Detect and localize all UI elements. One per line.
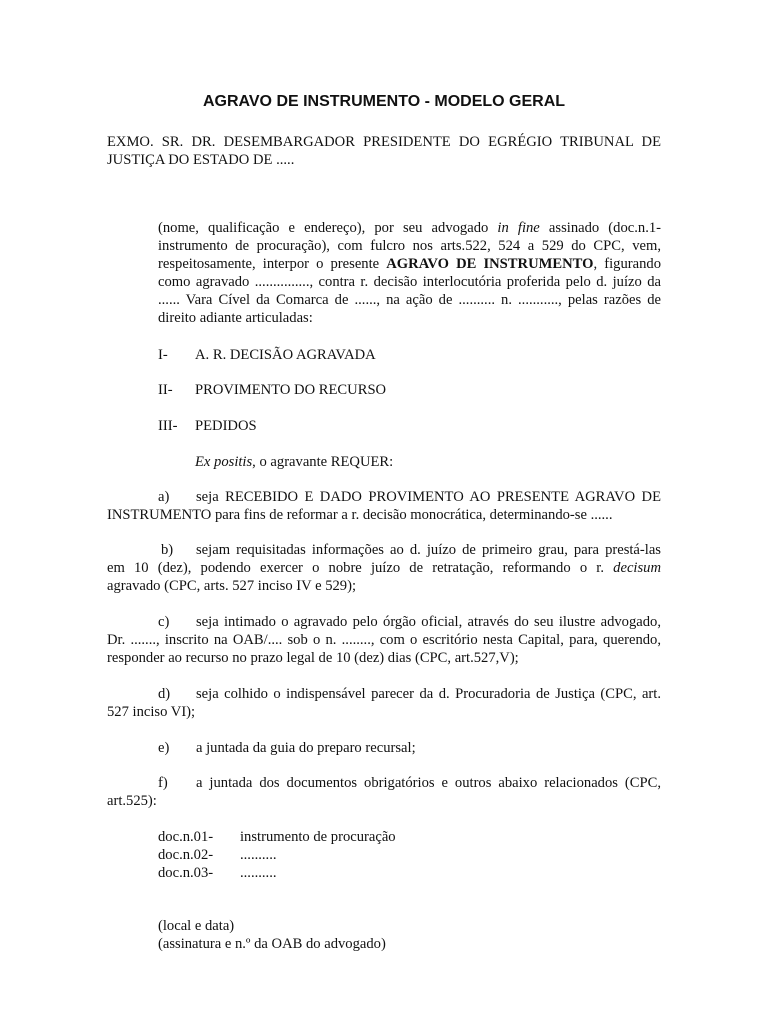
item-line: c) seja intimado o agravado pelo órgão oficial, através do seu ilustre advogado, [107, 613, 661, 631]
item-letter: b) [161, 542, 174, 558]
intro-line: como agravado ..............., contra r. decisão interlocutória proferida pelo d. juízo da [158, 274, 661, 290]
item-line: a) seja RECEBIDO E DADO PROVIMENTO AO PRESENTE AGRAVO DE [107, 488, 661, 506]
item-letter: c) [158, 614, 170, 630]
request-item-c [107, 613, 661, 667]
doc-description: .......... [240, 847, 277, 863]
item-line: agravado (CPC, arts. 527 inciso IV e 529); [107, 578, 356, 594]
addressee [107, 133, 661, 169]
item-line: art.525): [107, 793, 157, 809]
item-line: d) seja colhido o indispensável parecer da d. Procuradoria de Justiça (CPC, art. [107, 685, 661, 703]
section-number: III- [158, 418, 178, 434]
item-line: 527 inciso VI); [107, 704, 196, 720]
item-line: Dr. ......., inscrito na OAB/.... sob o n. ........, com o escritório nesta Capital, para, querendo, [107, 632, 661, 648]
doc-id: doc.n.03- [158, 865, 214, 881]
section-label: PEDIDOS [195, 418, 257, 434]
section-label: PROVIMENTO DO RECURSO [195, 382, 387, 398]
request-item-d [107, 685, 661, 721]
requer-line: Ex positis, o agravante REQUER: [195, 454, 394, 470]
item-line: responder ao recurso no prazo legal de 10 (dez) dias (CPC, art.527,V); [107, 650, 519, 666]
doc-id: doc.n.02- [158, 847, 214, 863]
item-letter: e) [158, 740, 170, 756]
doc-id: doc.n.01- [158, 829, 214, 845]
section-number: I- [158, 347, 168, 363]
place-date: (local e data) [158, 918, 235, 934]
intro-line: direito adiante articuladas: [158, 310, 313, 326]
section-number: II- [158, 382, 173, 398]
intro-paragraph [158, 219, 661, 327]
item-line: f) a juntada dos documentos obrigatórios e outros abaixo relacionados (CPC, [107, 774, 661, 792]
request-item-f [107, 774, 661, 810]
section-label: A. R. DECISÃO AGRAVADA [195, 347, 376, 363]
item-letter: a) [158, 489, 170, 505]
document-title: AGRAVO DE INSTRUMENTO - MODELO GERAL [202, 93, 566, 110]
doc-description: .......... [240, 865, 277, 881]
intro-line: respeitosamente, interpor o presente AGRAVO DE INSTRUMENTO, figurando [158, 256, 661, 272]
request-item-b [107, 541, 661, 595]
item-line: a juntada da guia do preparo recursal; [196, 740, 416, 756]
intro-line: (nome, qualificação e endereço), por seu advogado in fine assinado (doc.n.1- [158, 220, 661, 236]
doc-description: instrumento de procuração [240, 829, 396, 845]
intro-line: instrumento de procuração), com fulcro nos arts.522, 524 a 529 do CPC, vem, [158, 238, 661, 254]
signature-line: (assinatura e n.º da OAB do advogado) [158, 936, 386, 952]
item-line: b) sejam requisitadas informações ao d. juízo de primeiro grau, para prestá-las [107, 541, 661, 559]
item-letter: d) [158, 686, 171, 702]
item-line: em 10 (dez), podendo exercer o nobre juízo de retratação, reformando o r. decisum [107, 560, 661, 576]
item-line: INSTRUMENTO para fins de reformar a r. decisão monocrática, determinando-se ...... [107, 507, 613, 523]
addressee-line: JUSTIÇA DO ESTADO DE ..... [107, 152, 295, 168]
intro-line: ...... Vara Cível da Comarca de ......, na ação de .......... n. ..........., pelas razões de [158, 292, 661, 308]
request-item-a [107, 488, 661, 524]
addressee-line: EXMO. SR. DR. DESEMBARGADOR PRESIDENTE DO EGRÉGIO TRIBUNAL DE [107, 134, 661, 150]
item-letter: f) [158, 775, 168, 791]
